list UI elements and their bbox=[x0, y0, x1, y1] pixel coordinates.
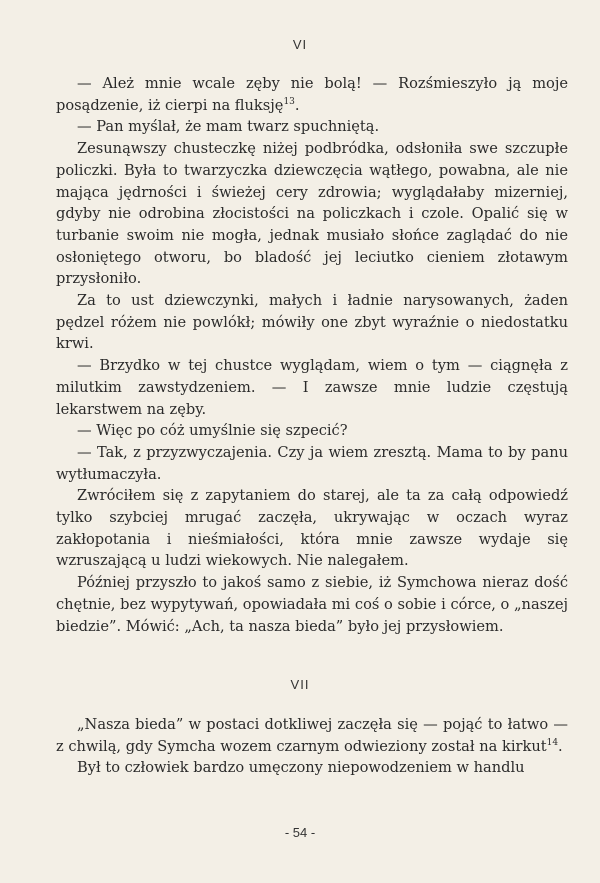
paragraph: Za to ust dziewczynki, małych i ładnie narysowanych, żaden pędzel różem nie powlókł; mówiły one zbyt wyraźnie o niedostatku krwi. bbox=[56, 292, 568, 353]
paragraph: — Brzydko w tej chustce wyglądam, wiem o tym — ciągnęła z milutkim zawstydzeniem. — I zawsze mnie ludzie częstują lekarstwem na zęby. bbox=[56, 357, 568, 418]
paragraph bbox=[56, 73, 568, 116]
paragraph: — Więc po cóż umyślnie się szpecić? bbox=[77, 422, 348, 440]
paragraph: Zwróciłem się z zapytaniem do starej, ale ta za całą odpowiedź tylko szybciej mrugać zaczęła, ukrywając w oczach wyraz zakłopotania i nieśmiałości, która mnie zawsze wydaje się wzruszającą u ludzi wiekowych. Nie nalegałem. bbox=[56, 487, 568, 570]
paragraph-text: — Ależ mnie wcale zęby nie bolą! — Rozśmieszyło ją moje posądzenie, iż cierpi na fluksję bbox=[56, 75, 568, 114]
paragraph: Był to człowiek bardzo umęczony niepowodzeniem w handlu bbox=[77, 759, 525, 777]
section-heading-vii: VII bbox=[290, 677, 310, 692]
section-vi-text bbox=[56, 73, 568, 637]
paragraph bbox=[56, 714, 568, 757]
paragraph-text: „Nasza bieda” w postaci dotkliwej zaczęła się — pojąć to łatwo — z chwilą, gdy Symcha wozem czarnym odwieziony został na kirkut bbox=[56, 716, 568, 755]
footnote-marker[interactable]: 14 bbox=[546, 737, 559, 748]
page-number: - 54 - bbox=[284, 825, 316, 840]
paragraph: — Pan myślał, że mam twarz spuchniętą. bbox=[77, 118, 380, 136]
footnote-marker[interactable]: 13 bbox=[283, 96, 295, 107]
paragraph: — Tak, z przyzwyczajenia. Czy ja wiem zresztą. Mama to by panu wytłumaczyła. bbox=[56, 443, 568, 483]
section-vii-text bbox=[56, 714, 568, 779]
section-heading-vi: VI bbox=[292, 37, 308, 52]
paragraph: Później przyszło to jakoś samo z siebie, iż Symchowa nieraz dość chętnie, bez wypytywań, opowiadała mi coś o sobie i córce, o „naszej biedzie”. Mówić: „Ach, ta nasza bieda” było jej przysłowiem. bbox=[56, 574, 568, 635]
paragraph-tail: . bbox=[294, 96, 300, 114]
paragraph-tail: . bbox=[558, 737, 563, 755]
paragraph: Zesunąwszy chusteczkę niżej podbródka, odsłoniła swe szczupłe policzki. Była to twarzyczka dziewczęcia wątłego, powabna, ale nie mająca jędrności i świeżej cery zdrowia; wyglądałaby mizerniej, gdyby nie odrobina złocistości na policzkach i czole. Opalić się w turbanie swoim nie mogła, jednak musiało słońce zaglądać do nie osłoniętego otworu, bo bladość jej leciutko cieniem złotawym przysłoniło. bbox=[56, 140, 568, 288]
